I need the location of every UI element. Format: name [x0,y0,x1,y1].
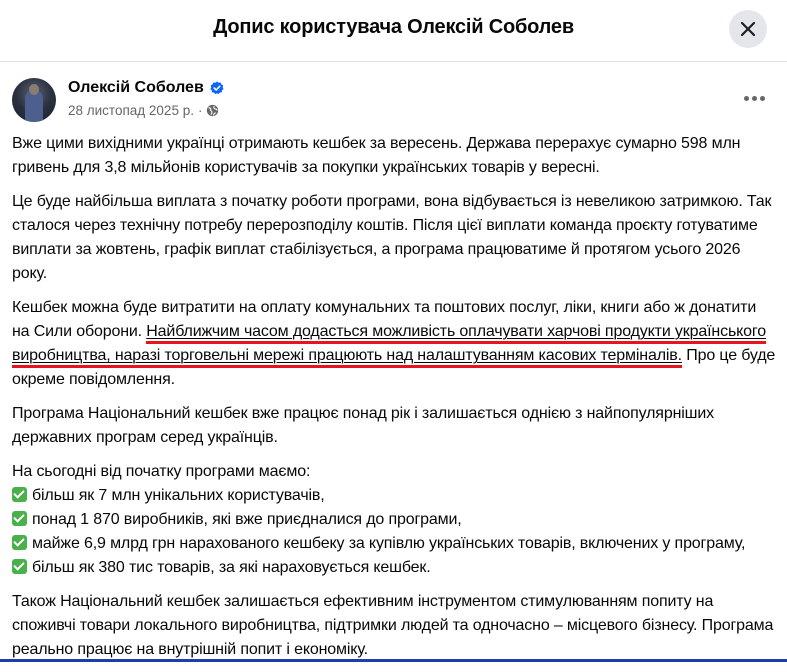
paragraph-closing: Також Національний кешбек залишається ефективним інструментом стимулюванням попиту на споживчі товари локального виробництва, підтримки людей та одночасно – місцевого бізнесу. Програма реально працює на внутрішній попит і економіку. [12,593,774,658]
dialog-header [0,0,787,62]
paragraph-2: Це буде найбільша виплата з початку роботи програми, вона відбувається із невеликою затримкою. Так сталося через технічну потребу перерозподілу коштів. Після цієї виплати команда проєкту готуватиме виплати за жовтень, графік виплат стабілізується, а програма працюватиме й протягом усього 2026 року. [12,193,772,282]
paragraph-3: Кешбек можна буде витратити на оплату комунальних та поштових послуг, ліки, книги або ж донатити на Сили оборони. Найближчим часом додасться можливість оплачувати харчові продукти українського виробництва, наразі торговельні мережі працюють над налаштуванням касових терміналів. Про це буде окреме повідомлення. [12,299,776,388]
paragraph-4: Програма Національний кешбек вже працює понад рік і залишається однією з найпопулярніших державних програм серед українців. [12,405,714,446]
avatar[interactable] [12,78,56,122]
check-mark-button-icon [12,487,27,502]
paragraph-1: Вже цими вихідними українці отримають кешбек за вересень. Держава перерахує сумарно 598 млн гривень для 3,8 мільйонів користувачів за покупки українських товарів у вересні. [12,135,741,176]
highlighted-text: Найближчим часом додасться можливість оплачувати харчові продукти українського виробництва, наразі торговельні мережі працюють над налаштуванням касових терміналів. [12,323,766,368]
close-button[interactable] [729,10,767,48]
stats-list [12,460,777,580]
list-item: понад 1 870 виробників, які вже приєдналися до програми, [12,511,462,528]
close-icon [738,19,758,39]
list-item: більш як 7 млн унікальних користувачів, [12,487,325,504]
verified-badge-icon [210,81,224,95]
check-mark-button-icon [12,535,27,550]
list-item: майже 6,9 млрд грн нарахованого кешбеку за купівлю українських товарів, включених у програму, [12,535,745,552]
more-options-button[interactable] [740,86,768,110]
author-name[interactable]: Олексій Соболев [68,79,204,96]
list-item: більш як 380 тис товарів, за які нараховується кешбек. [12,559,431,576]
check-mark-button-icon [12,559,27,574]
post-body [12,132,777,672]
list-intro: На сьогодні від початку програми маємо: [12,463,311,480]
globe-icon [206,104,219,117]
check-mark-button-icon [12,511,27,526]
post-date[interactable]: 28 листопад 2025 р. [68,103,194,118]
more-horizontal-icon [744,96,749,101]
meta-separator: · [197,103,203,118]
dialog-title: Допис користувача Олексій Соболев [213,16,574,38]
